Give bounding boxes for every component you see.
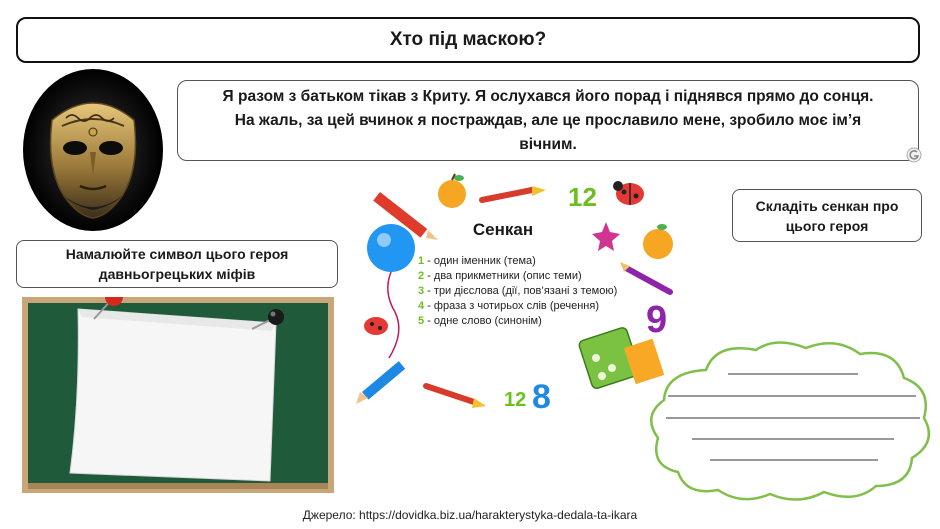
corner-logo-icon: [906, 147, 922, 163]
paintbrush-icon-3: [426, 386, 486, 408]
sinkwain-answer-cloud: [646, 340, 936, 505]
sinkwain-rules: [418, 220, 648, 342]
ladybug-icon-2: [364, 317, 388, 335]
sinkwain-task: [732, 189, 922, 242]
draw-symbol-task: [16, 240, 338, 288]
draw-task-line-1: Намалюйте символ цього героя: [65, 246, 289, 262]
sinkwain-rule: 3 - три дієслова (дії, пов’язані з темою): [418, 285, 618, 297]
ladybug-icon: [613, 181, 644, 205]
title-bar: [16, 17, 920, 63]
balloon-icon: [367, 224, 415, 358]
source-caption: Джерело: https://dovidka.biz.ua/harakterystyka-dedala-ta-ikara: [302, 508, 638, 522]
page-title: Хто під маскою?: [389, 29, 547, 50]
riddle-line-2: На жаль, за цей вчинок я постраждав, але це прославило мене, зробило моє ім’я: [234, 111, 862, 129]
sinkwain-task-line-2: цього героя: [785, 217, 869, 234]
sinkwain-task-line-1: Складіть сенкан про: [755, 197, 899, 214]
apple-icon: [438, 174, 466, 208]
sinkwain-rule: 1 - один іменник (тема): [418, 255, 536, 267]
venetian-mask-image: [22, 68, 164, 232]
decor-number-eight: 8: [532, 378, 551, 412]
sinkwain-rule-list: [418, 254, 648, 329]
riddle-line-3: вічним.: [519, 135, 577, 153]
sinkwain-rule: 4 - фраза з чотирьох слів (речення): [418, 300, 599, 312]
decor-number-nine: 9: [646, 299, 668, 341]
decor-number-twelve: 12: [568, 182, 597, 212]
sinkwain-title: Сенкан: [472, 220, 534, 239]
draw-task-line-2: давньогрецьких міфів: [98, 266, 256, 282]
pencil-icon-2: [356, 361, 405, 404]
riddle-box: [177, 80, 919, 161]
sinkwain-rule: 2 - два прикметники (опис теми): [418, 270, 582, 282]
paintbrush-icon: [482, 186, 546, 200]
chalkboard-image: [22, 297, 334, 493]
sinkwain-rule: 5 - одне слово (синонім): [418, 315, 542, 327]
decor-number-one-two: 12: [504, 389, 527, 411]
riddle-line-1: Я разом з батьком тікав з Криту. Я ослухався його порад і піднявся прямо до сонця.: [222, 87, 874, 105]
